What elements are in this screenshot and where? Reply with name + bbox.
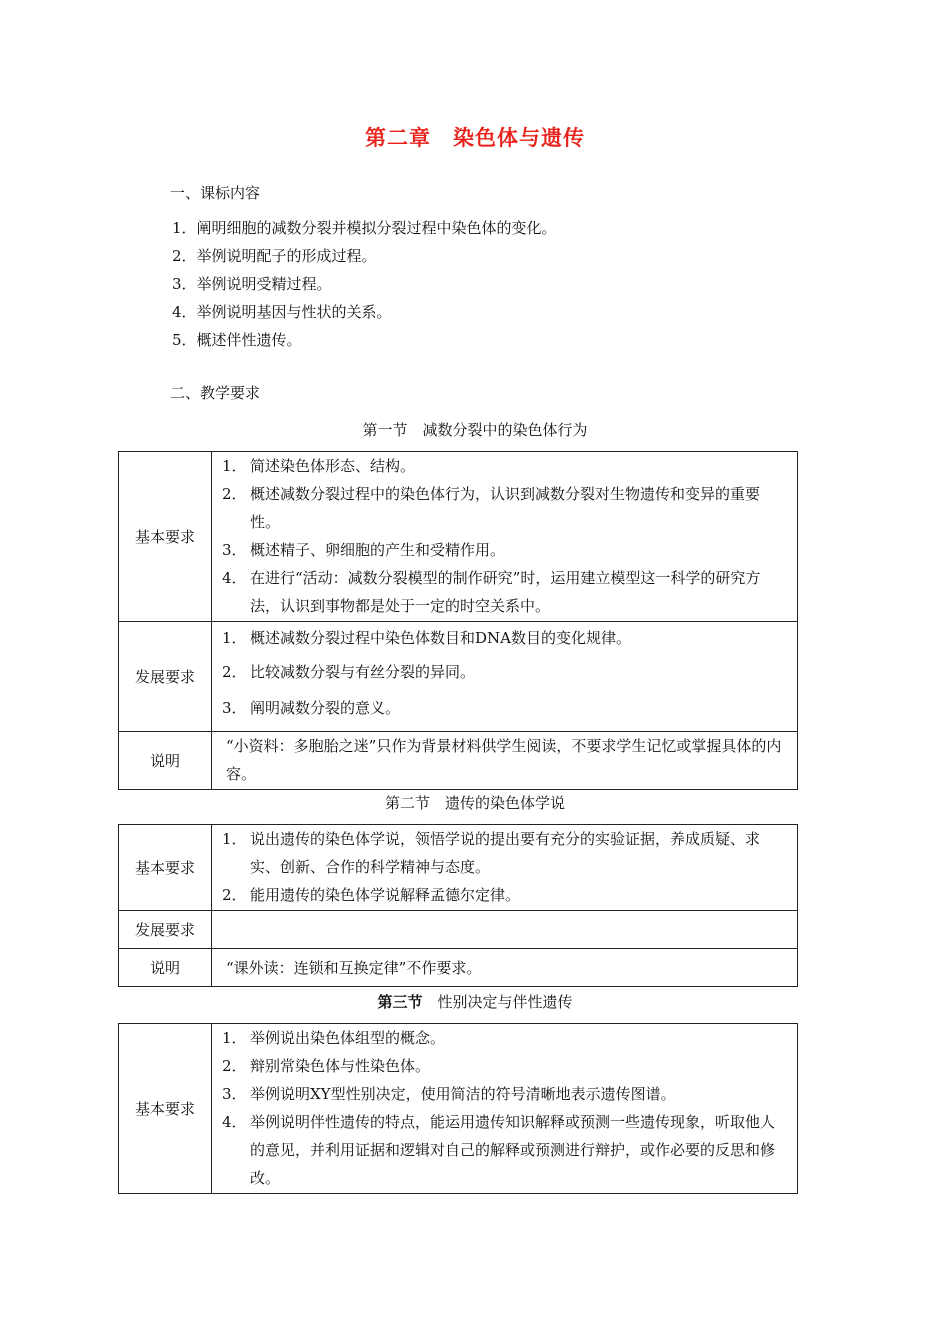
development-requirements-label: 发展要求 (119, 911, 212, 949)
note-text: “课外读：连锁和互换定律”不作要求。 (226, 958, 482, 977)
note-label: 说明 (119, 732, 212, 790)
list-item: 2． 辩别常染色体与性染色体。 (222, 1057, 431, 1075)
note-cell (212, 732, 798, 790)
lesson3-title-text: 性别决定与伴性遗传 (422, 993, 573, 1011)
lesson1-table (118, 451, 798, 790)
basic-requirements-label: 基本要求 (119, 825, 212, 911)
table-row (119, 732, 798, 790)
note-label: 说明 (119, 949, 212, 987)
list-item: 3． 举例说明XY型性别决定，使用简洁的符号清晰地表示遗传图谱。 (222, 1085, 676, 1103)
list-item: 1． 简述染色体形态、结构。 (222, 457, 416, 475)
list-item: 3． 概述精子、卵细胞的产生和受精作用。 (222, 541, 506, 559)
section-heading-standards: 一、课标内容 (170, 184, 261, 202)
list-item: 1． 举例说出染色体组型的概念。 (222, 1029, 446, 1047)
list-item: 2． 比较减数分裂与有丝分裂的异同。 (222, 663, 476, 681)
lesson3-title (0, 991, 950, 1012)
basic-requirements-cell (212, 1024, 798, 1194)
list-item: 3．举例说明受精过程。 (172, 275, 332, 293)
note-text: “小资料：多胞胎之迷”只作为背景材料供学生阅读，不要求学生记忆或掌握具体的内容。 (226, 737, 782, 783)
table-row (119, 1024, 798, 1194)
table-row (119, 825, 798, 911)
list-item: 4． 在进行“活动：减数分裂模型的制作研究”时，运用建立模型这一科学的研究方法，认识到事物都是处于一定的时空关系中。 (222, 569, 761, 615)
basic-requirements-label: 基本要求 (119, 452, 212, 622)
chapter-title: 第二章 染色体与遗传 (365, 126, 585, 150)
table-row (119, 949, 798, 987)
lesson1-title: 第一节 减数分裂中的染色体行为 (362, 421, 588, 439)
standards-list (172, 214, 557, 354)
list-item: 4． 举例说明伴性遗传的特点，能运用遗传知识解释或预测一些遗传现象，听取他人的意见，并利用证据和逻辑对自己的解释或预测进行辩护，或作必要的反思和修改。 (222, 1113, 776, 1187)
list-item: 4．举例说明基因与性状的关系。 (172, 303, 392, 321)
basic-requirements-label: 基本要求 (119, 1024, 212, 1194)
lesson3-table (118, 1023, 798, 1194)
list-item: 2． 能用遗传的染色体学说解释孟德尔定律。 (222, 886, 521, 904)
basic-requirements-cell (212, 452, 798, 622)
list-item: 2．举例说明配子的形成过程。 (172, 247, 377, 265)
table-row (119, 911, 798, 949)
basic-requirements-cell (212, 825, 798, 911)
lesson3-title-number: 第三节 (377, 993, 423, 1011)
development-requirements-cell (212, 622, 798, 732)
list-item: 3． 阐明减数分裂的意义。 (222, 699, 401, 717)
table-row (119, 452, 798, 622)
development-requirements-label: 发展要求 (119, 622, 212, 732)
list-item: 1． 说出遗传的染色体学说，领悟学说的提出要有充分的实验证据，养成质疑、求实、创新、合作的科学精神与态度。 (222, 830, 761, 876)
list-item: 1．阐明细胞的减数分裂并模拟分裂过程中染色体的变化。 (172, 219, 557, 237)
table-row (119, 622, 798, 732)
lesson2-table (118, 824, 798, 987)
list-item: 1． 概述减数分裂过程中染色体数目和DNA数目的变化规律。 (222, 629, 631, 647)
section-heading-requirements: 二、教学要求 (170, 384, 261, 402)
list-item: 2． 概述减数分裂过程中的染色体行为，认识到减数分裂对生物遗传和变异的重要性。 (222, 485, 761, 531)
development-requirements-cell (212, 911, 798, 949)
list-item: 5．概述伴性遗传。 (172, 331, 302, 349)
lesson2-title: 第二节 遗传的染色体学说 (384, 794, 565, 812)
note-cell (212, 949, 798, 987)
